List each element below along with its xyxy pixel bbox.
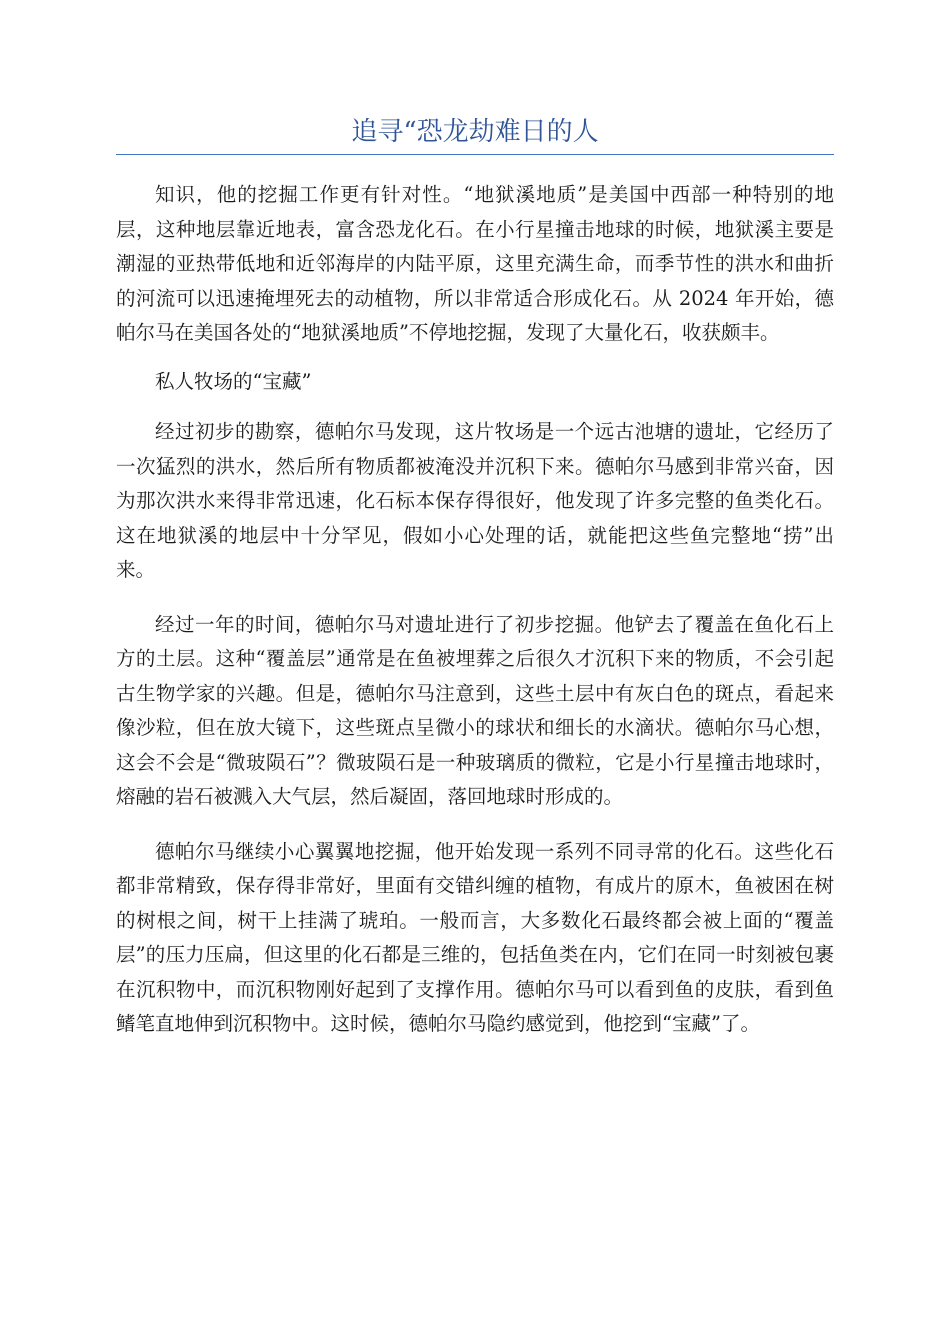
document-title: 追寻“恐龙劫难日的人 bbox=[351, 117, 599, 147]
paragraph-microtektites: 经过一年的时间，德帕尔马对遗址进行了初步挖掘。他铲去了覆盖在鱼化石上方的土层。这种“覆盖层”通常是在鱼被埋葬之后很久才沉积下来的物质，不会引起古生物学家的兴趣。但是，德帕尔马注意到，这些土层中有灰白色的斑点，看起来像沙粒，但在放大镜下，这些斑点呈微小的球状和细长的水滴状。德帕尔马心想，这会不会是“微玻陨石”？微玻陨石是一种玻璃质的微粒，它是小行星撞击地球时，熔融的岩石被溅入大气层，然后凝固，落回地球时形成的。 bbox=[116, 612, 834, 808]
section-heading-ranch-treasure: 私人牧场的“宝藏” bbox=[155, 369, 312, 393]
paragraph-hell-creek-formation: 知识，他的挖掘工作更有针对性。“地狱溪地质”是美国中西部一种特别的地层，这种地层靠近地表，富含恐龙化石。在小行星撞击地球的时候，地狱溪主要是潮湿的亚热带低地和近邻海岸的内陆平原，这里充满生命，而季节性的洪水和曲折的河流可以迅速掩埋死去的动植物，所以非常适合形成化石。从 2024 年开始，德帕尔马在美国各处的“地狱溪地质”不停地挖掘，发现了大量化石，收获颇丰。 bbox=[116, 183, 834, 344]
document-body bbox=[116, 178, 834, 1042]
paragraph-ancient-pond: 经过初步的勘察，德帕尔马发现，这片牧场是一个远古池塘的遗址，它经历了一次猛烈的洪水，然后所有物质都被淹没并沉积下来。德帕尔马感到非常兴奋，因为那次洪水来得非常迅速，化石标本保存得很好，他发现了许多完整的鱼类化石。这在地狱溪的地层中十分罕见，假如小心处理的话，就能把这些鱼完整地“捞”出来。 bbox=[116, 420, 834, 581]
paragraph-fossil-treasure: 德帕尔马继续小心翼翼地挖掘，他开始发现一系列不同寻常的化石。这些化石都非常精致，保存得非常好，里面有交错纠缠的植物，有成片的原木，鱼被困在树的树根之间，树干上挂满了琥珀。一般而言，大多数化石最终都会被上面的“覆盖层”的压力压扁，但这里的化石都是三维的，包括鱼类在内，它们在同一时刻被包裹在沉积物中，而沉积物刚好起到了支撑作用。德帕尔马可以看到鱼的皮肤，看到鱼鳍笔直地伸到沉积物中。这时候，德帕尔马隐约感觉到，他挖到“宝藏”了。 bbox=[116, 839, 834, 1035]
title-underline bbox=[116, 154, 834, 155]
